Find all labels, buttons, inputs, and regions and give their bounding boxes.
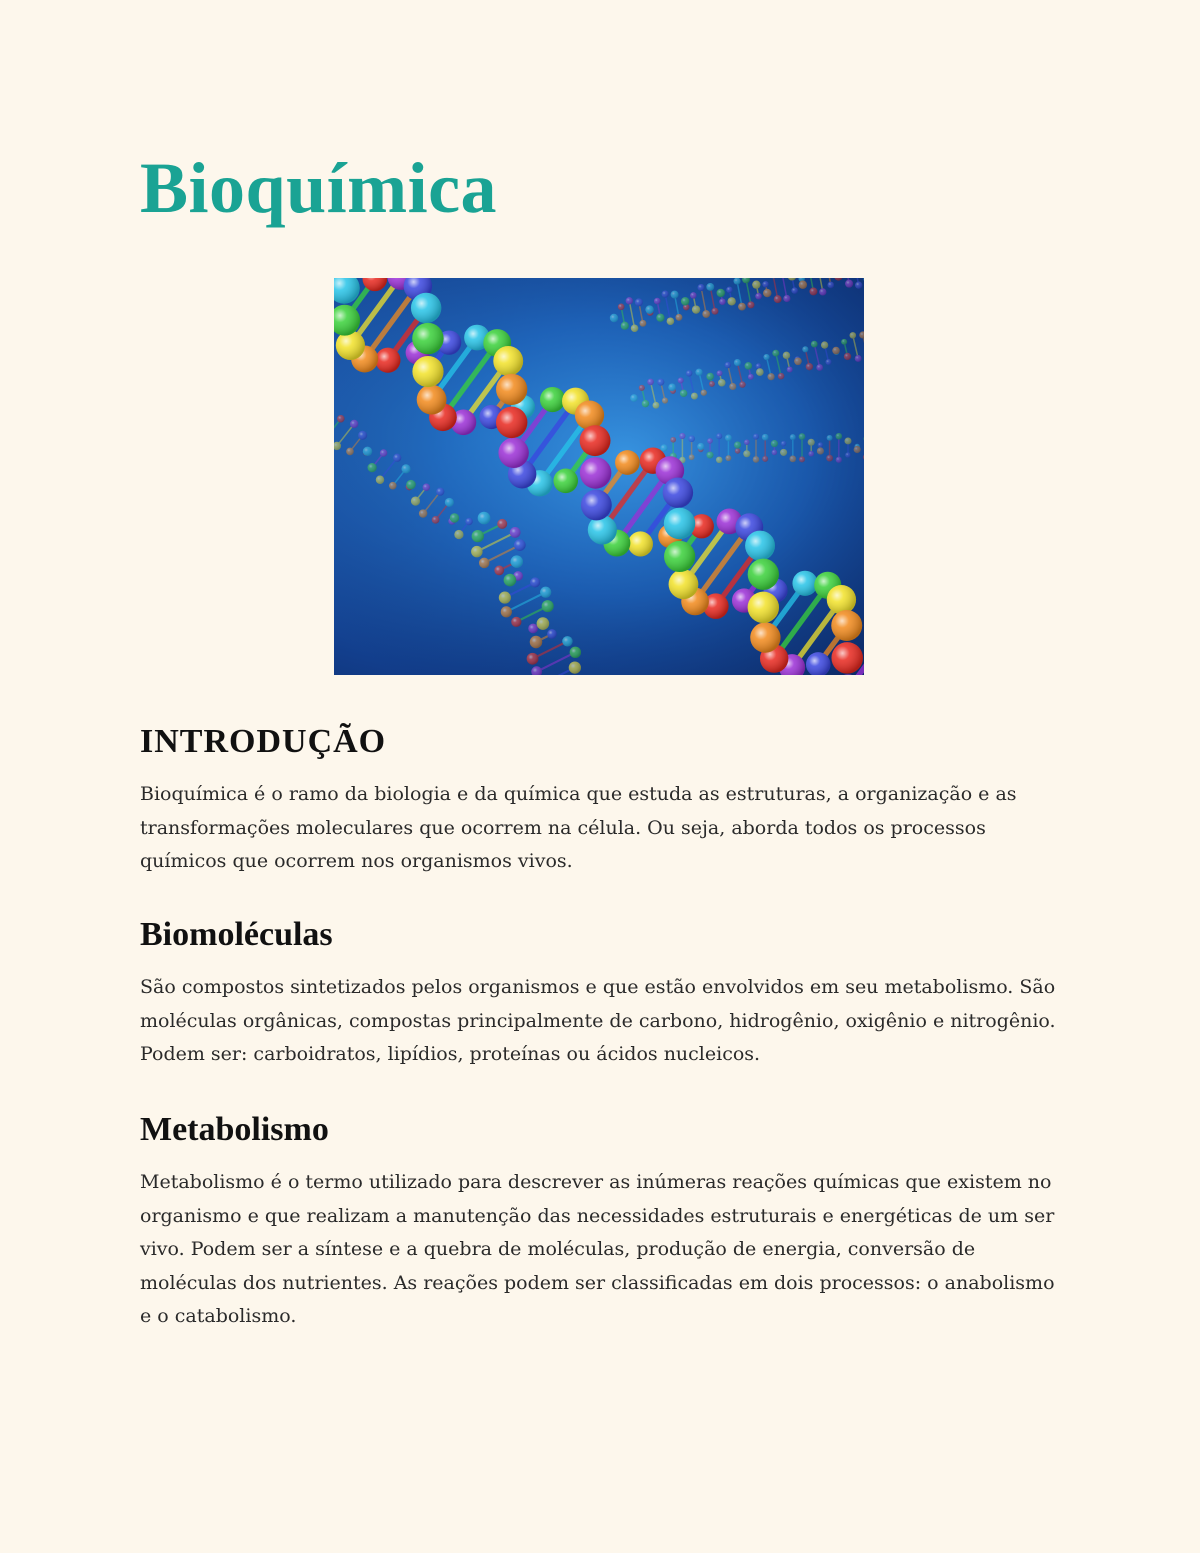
dna-helix-illustration: [334, 278, 864, 675]
section-heading-metabolismo: Metabolismo: [140, 1111, 329, 1148]
section-body-introducao: Bioquímica é o ramo da biologia e da química que estuda as estruturas, a organização e as transformações moleculares que ocorrem na célula. Ou seja, aborda todos os processos químicos que ocorrem nos organismos vivos.: [140, 783, 1017, 873]
section-body-metabolismo: Metabolismo é o termo utilizado para descrever as inúmeras reações químicas que existem no organismo e que realizam a manutenção das necessidades estruturais e energéticas de um ser vivo. Podem ser a síntese e a quebra de moléculas, produção de energia, conversão de moléculas dos nutrientes. As reações podem ser classificadas em dois processos: o anabolismo e o catabolismo.: [140, 1171, 1055, 1328]
section-heading-biomoleculas: Biomoléculas: [140, 916, 333, 953]
section-body-biomoleculas: São compostos sintetizados pelos organismos e que estão envolvidos em seu metabolismo. São moléculas orgânicas, compostas principalmente de carbono, hidrogênio, oxigênio e nitrogênio. Podem ser: carboidratos, lipídios, proteínas ou ácidos nucleicos.: [140, 976, 1056, 1066]
document-title: Bioquímica: [140, 148, 498, 228]
section-heading-introducao: INTRODUÇÃO: [140, 723, 387, 760]
dna-helix-image: [334, 278, 864, 675]
